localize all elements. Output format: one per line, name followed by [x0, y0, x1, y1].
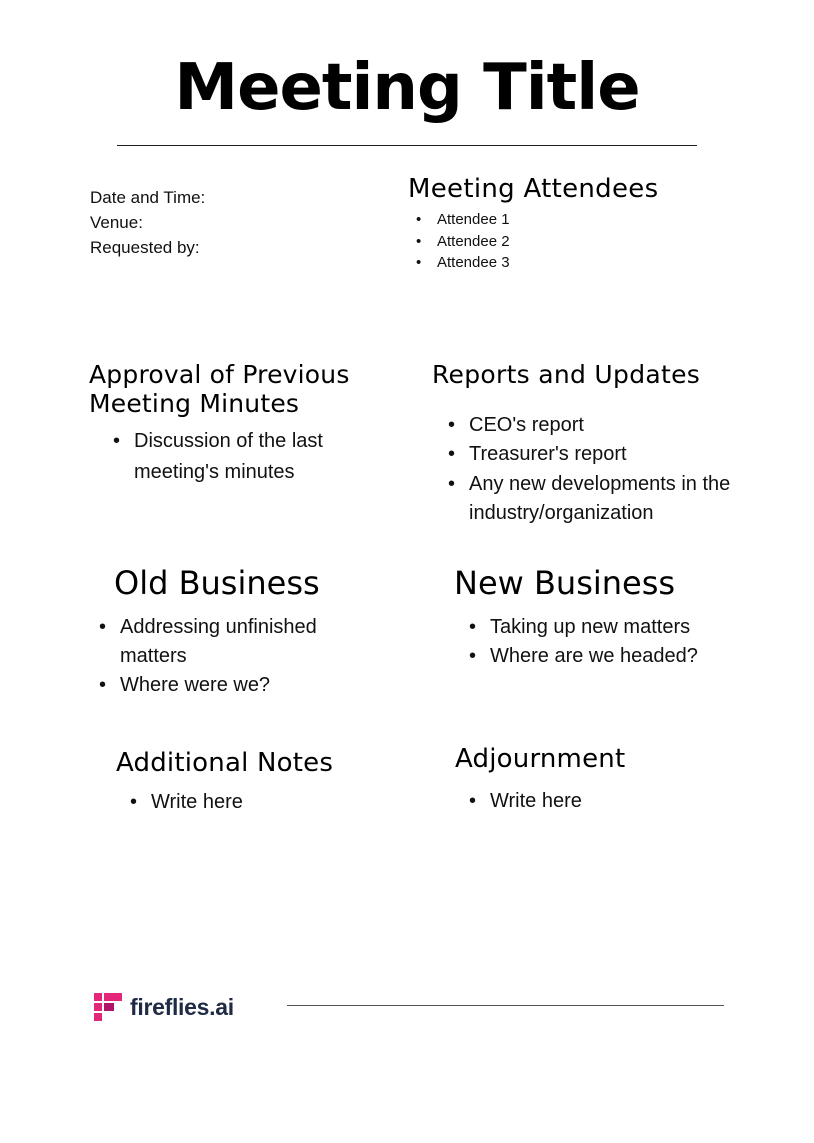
list-item: • Taking up new matters: [469, 616, 691, 638]
fireflies-logo-text: fireflies.ai: [130, 993, 234, 1020]
attendees-list: [416, 209, 510, 274]
additional-notes-list: [130, 788, 371, 817]
venue-label: Venue:: [90, 213, 143, 232]
approval-list: [113, 426, 374, 488]
meeting-details: [90, 185, 205, 260]
attendees-heading: Meeting Attendees: [408, 174, 659, 204]
list-item: • Write here: [469, 790, 582, 812]
approval-heading: Approval of Previous Meeting Minutes: [89, 360, 350, 418]
fireflies-logo-icon: [94, 993, 122, 1021]
list-item: • Attendee 3: [416, 254, 510, 271]
list-item: • CEO's report: [448, 414, 584, 436]
list-item: • Where were we?: [99, 674, 271, 696]
fireflies-logo: [94, 993, 234, 1021]
list-item: • Attendee 2: [416, 232, 510, 250]
adjournment-list: [469, 787, 710, 816]
old-business-heading: Old Business: [114, 564, 320, 602]
list-item: • Where are we headed?: [469, 645, 698, 667]
list-item: • Write here: [130, 791, 243, 813]
footer-divider: [287, 1005, 724, 1006]
list-item: • Attendee 1: [416, 211, 510, 228]
reports-heading: Reports and Updates: [432, 360, 701, 389]
page-title: Meeting Title: [174, 51, 640, 125]
list-item: • Discussion of the last meeting's minutes: [113, 430, 323, 483]
list-item: • Addressing unfinished matters: [99, 616, 317, 667]
list-item: • Any new developments in the industry/organization: [448, 472, 731, 524]
old-business-list: [99, 613, 360, 700]
adjournment-heading: Adjournment: [455, 744, 626, 774]
date-time-label: Date and Time:: [90, 188, 206, 207]
list-item: • Treasurer's report: [448, 443, 627, 466]
requested-by-label: Requested by:: [90, 238, 200, 257]
reports-list: [448, 411, 749, 528]
new-business-heading: New Business: [454, 564, 676, 602]
title-divider: [117, 145, 697, 146]
additional-notes-heading: Additional Notes: [116, 748, 334, 778]
new-business-list: [469, 613, 780, 671]
